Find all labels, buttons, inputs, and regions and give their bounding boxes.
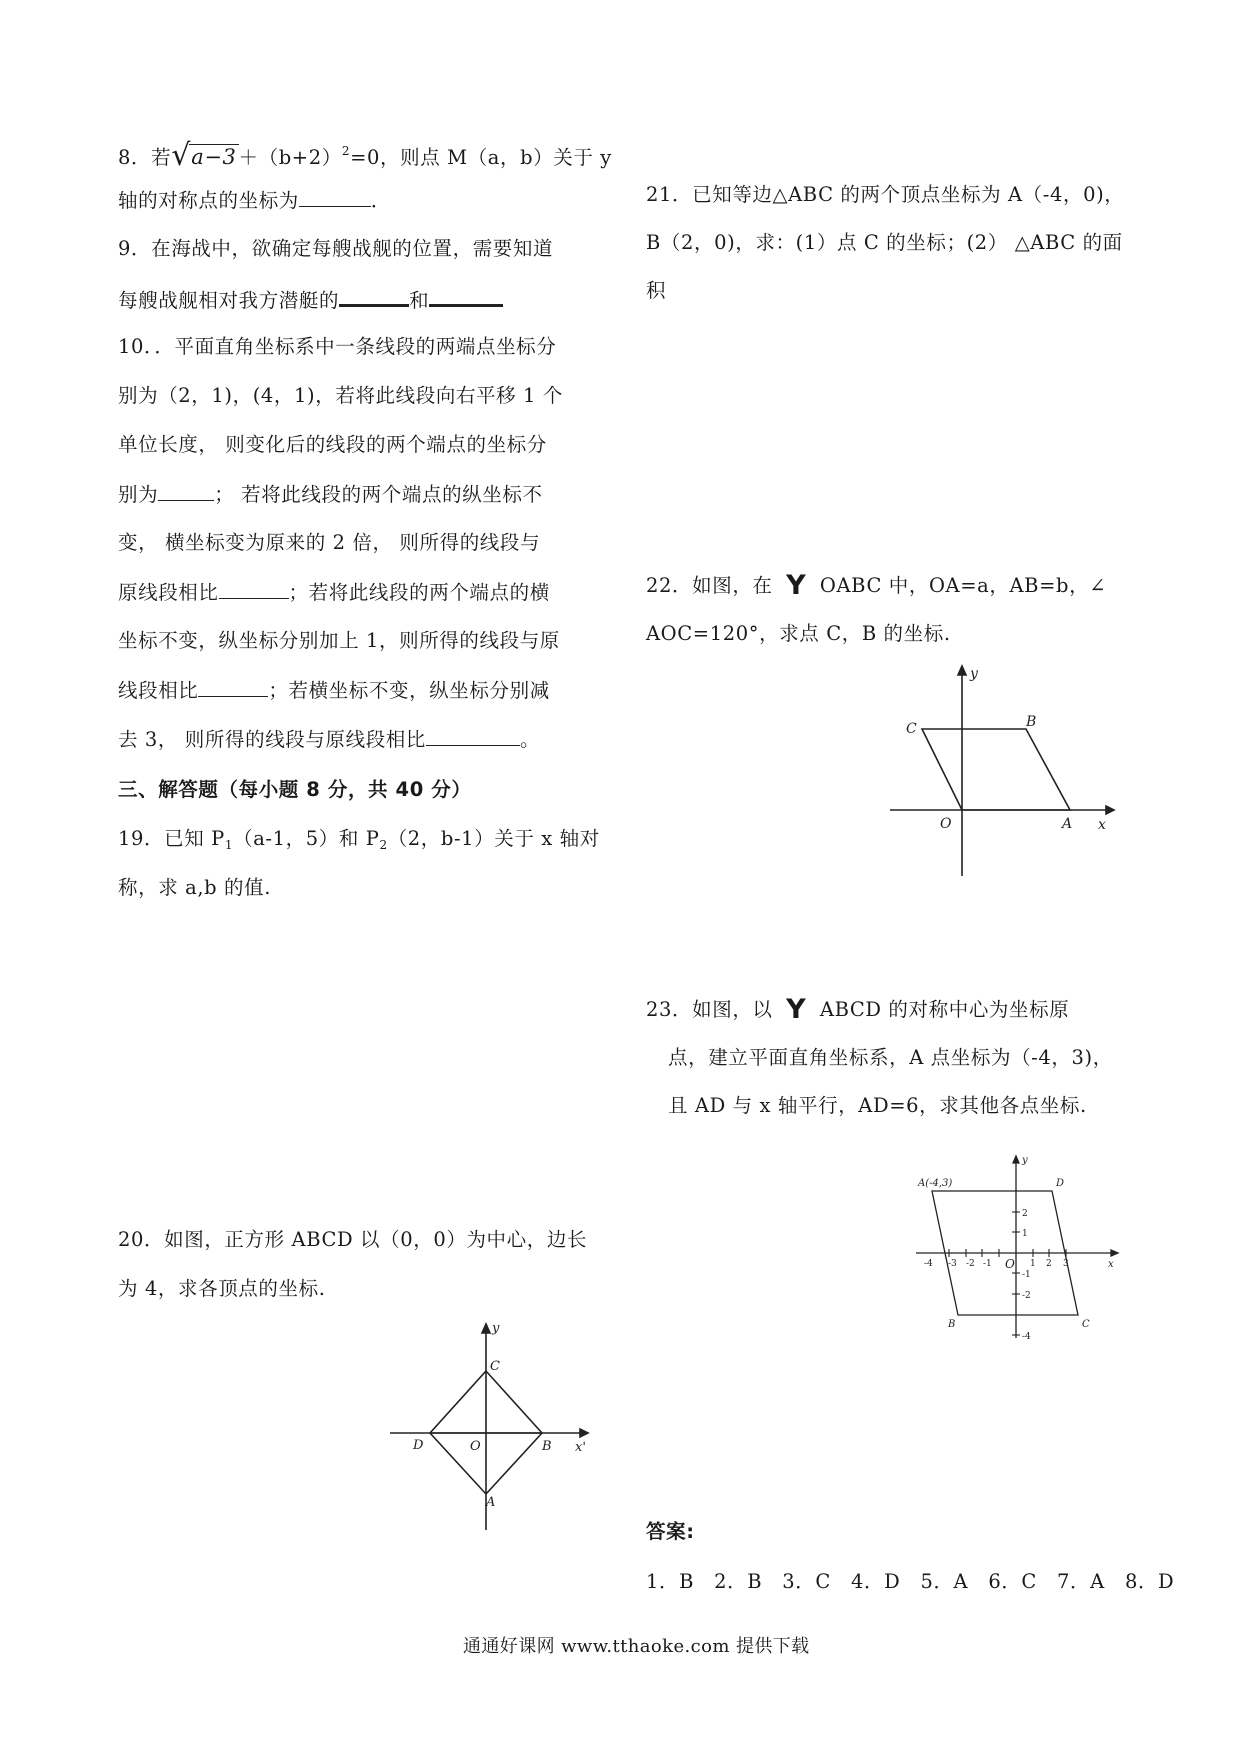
parallelogram-shape <box>922 729 1070 810</box>
answer-blank <box>299 188 371 207</box>
q19-line1b: （a-1，5）和 P <box>233 827 380 850</box>
q23-line2: 点，建立平面直角坐标系，A 点坐标为（-4，3)， <box>668 1046 1113 1069</box>
label-c: C <box>906 721 917 737</box>
q10-line6a: 原线段相比 <box>118 581 219 604</box>
q10-line6 <box>118 580 550 605</box>
q21-line1: 21．已知等边△ABC 的两个顶点坐标为 A（-4，0)， <box>646 183 1125 206</box>
label-o: O <box>940 816 952 832</box>
answer-blank <box>426 727 520 746</box>
q9-line1: 9．在海战中，欲确定每艘战舰的位置，需要知道 <box>118 237 554 260</box>
x-axis-arrow-icon <box>1106 806 1114 814</box>
y-axis-arrow-icon <box>958 666 966 675</box>
q9-line2-text: 每艘战舰相对我方潜艇的 <box>118 289 340 312</box>
q10-line9b: 。 <box>520 728 541 751</box>
parallelogram-symbol: Y <box>786 570 807 601</box>
page-footer: 通通好课网 www.tthaoke.com 提供下载 <box>463 1636 810 1657</box>
tick-marks <box>949 1212 1066 1335</box>
label-d: D <box>1056 1178 1065 1189</box>
tick-label-x1: 1 <box>1030 1259 1036 1269</box>
label-a: A <box>486 1495 496 1510</box>
q23-line1b: ABCD 的对称中心为坐标原 <box>819 998 1070 1021</box>
label-y: y <box>1022 1155 1028 1166</box>
q10-line6b: ；若将此线段的两个端点的横 <box>288 581 550 604</box>
label-c: C <box>1082 1319 1090 1330</box>
subscript: 1 <box>224 838 234 852</box>
q22-line1b: OABC 中，OA=a，AB=b，∠ <box>819 574 1107 597</box>
q8-line2 <box>118 188 391 213</box>
y-axis-arrow-icon <box>1013 1156 1019 1163</box>
label-o: O <box>1005 1257 1015 1271</box>
q8-part3: =0，则点 M（a，b）关于 y <box>350 146 612 169</box>
tick-label-xn4: -4 <box>924 1259 933 1269</box>
q19-line1c: （2，b-1）关于 x 轴对 <box>387 827 600 850</box>
x-axis-arrow-icon <box>1111 1250 1118 1256</box>
q20-line2: 为 4，求各顶点的坐标. <box>118 1277 326 1300</box>
answer-blank <box>339 286 409 307</box>
x-axis-arrow-icon <box>580 1429 588 1437</box>
tick-label-yn2: -2 <box>1022 1291 1031 1301</box>
q8-line2-text: 轴的对称点的坐标为 <box>118 189 299 212</box>
q19-line1a: 19．已知 P <box>118 827 225 850</box>
tick-label-x3: 3 <box>1063 1259 1069 1269</box>
q10-line5: 变， 横坐标变为原来的 2 倍， 则所得的线段与 <box>118 531 541 554</box>
q22-line1a: 22．如图，在 <box>646 574 773 597</box>
label-o: O <box>470 1439 481 1454</box>
tick-label-y1: 1 <box>1022 1229 1028 1239</box>
figure-parallelogram-oabc <box>880 658 1120 878</box>
tick-label-y2: 2 <box>1022 1209 1028 1219</box>
q23-line1 <box>646 994 1070 1025</box>
q9-line2 <box>118 286 503 313</box>
subscript: 2 <box>379 838 388 852</box>
q10-line2: 别为（2，1)，(4，1)，若将此线段向右平移 1 个 <box>118 384 563 407</box>
q10-line1: 10．．平面直角坐标系中一条线段的两端点坐标分 <box>118 335 557 358</box>
parallelogram-symbol: Y <box>786 994 807 1025</box>
y-axis-arrow-icon <box>482 1324 490 1333</box>
q19-line2: 称，求 a,b 的值. <box>118 876 272 899</box>
q8-part1: 8．若 <box>118 146 172 169</box>
label-x: x' <box>575 1440 586 1455</box>
label-a: A(-4,3) <box>918 1178 953 1189</box>
label-y: y <box>970 666 978 682</box>
q22-line1 <box>646 570 1107 601</box>
radical-sign-icon: √ <box>171 138 191 173</box>
q10-line8a: 线段相比 <box>118 679 199 702</box>
label-a: A <box>1062 816 1073 832</box>
sqrt-radicand: a−3 <box>191 145 237 169</box>
sqrt-expression <box>171 138 238 173</box>
answer-heading: 答案: <box>646 1520 695 1543</box>
answer-blank <box>198 678 268 697</box>
q10-line3: 单位长度， 则变化后的线段的两个端点的坐标分 <box>118 433 547 456</box>
q8-line2-end: ． <box>370 189 392 212</box>
tick-label-yn1: -1 <box>1022 1270 1031 1280</box>
label-x: x <box>1108 1259 1114 1270</box>
q23-line1a: 23．如图，以 <box>646 998 773 1021</box>
figure-parallelogram-abcd <box>912 1150 1124 1342</box>
answer-blank <box>429 286 503 307</box>
tick-label-yn4: -4 <box>1022 1332 1031 1342</box>
q20-line1: 20．如图，正方形 ABCD 以（0，0）为中心，边长 <box>118 1228 588 1251</box>
q21-line3: 积 <box>646 279 667 302</box>
section3-heading: 三、解答题（每小题 8 分，共 40 分） <box>118 778 472 801</box>
q10-line4 <box>118 482 543 507</box>
q19-line1 <box>118 827 600 857</box>
q9-line2-mid: 和 <box>409 289 430 312</box>
tick-label-xn3: -3 <box>948 1259 957 1269</box>
q21-line2: B（2，0)，求：(1）点 C 的坐标；(2） △ABC 的面 <box>646 231 1123 254</box>
q8-exponent: 2 <box>341 144 351 158</box>
q10-line8b: ；若横坐标不变，纵坐标分别减 <box>268 679 550 702</box>
label-b: B <box>1026 714 1037 730</box>
label-x: x <box>1098 817 1106 833</box>
q8-part2: ＋（b+2） <box>238 146 342 169</box>
figure-square-abcd <box>390 1320 600 1540</box>
tick-label-x2: 2 <box>1046 1259 1052 1269</box>
label-d: D <box>413 1438 424 1453</box>
answer-blank <box>219 580 289 599</box>
q10-line8 <box>118 678 550 703</box>
tick-label-xn2: -2 <box>966 1259 975 1269</box>
q10-line7: 坐标不变，纵坐标分别加上 1，则所得的线段与原 <box>118 629 560 652</box>
q10-line4a: 别为 <box>118 483 159 506</box>
q10-line9 <box>118 727 540 752</box>
q8-line1 <box>118 138 612 173</box>
answer-blank <box>158 482 214 501</box>
label-b: B <box>948 1319 956 1330</box>
q10-line9a: 去 3， 则所得的线段与原线段相比 <box>118 728 427 751</box>
q22-line2: AOC=120°，求点 C，B 的坐标. <box>646 622 951 645</box>
label-c: C <box>490 1359 500 1374</box>
q10-line4b: ； 若将此线段的两个端点的纵坐标不 <box>214 483 543 506</box>
q23-line3: 且 AD 与 x 轴平行，AD=6，求其他各点坐标. <box>668 1094 1087 1117</box>
label-y: y <box>492 1321 500 1336</box>
label-b: B <box>542 1439 552 1454</box>
tick-label-xn1: -1 <box>983 1259 992 1269</box>
answer-list: 1．B 2．B 3．C 4．D 5．A 6．C 7．A 8．D <box>646 1570 1175 1593</box>
